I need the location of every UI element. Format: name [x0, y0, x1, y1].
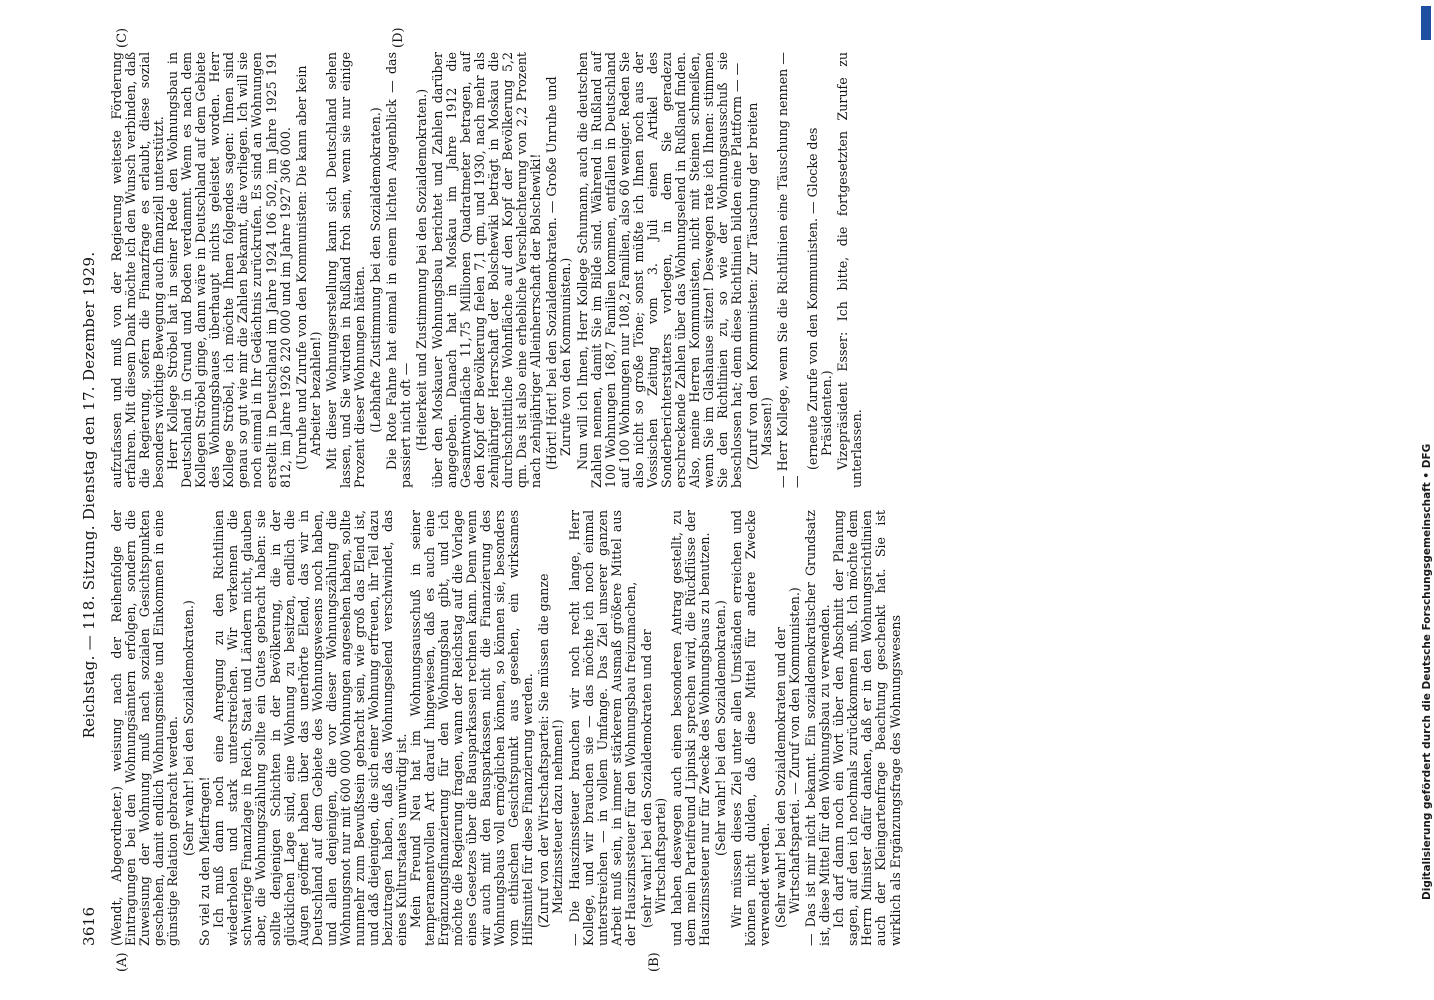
- paragraph: über den Moskauer Wohnungsbau berichtet und Zahlen darüber angegeben. Danach hat in Moskau im Jahre 1912 die Gesamtwohnfläche 11,75 Millionen Quadratmeter betragen, auf den Kopf der Bevölkerung fielen 7,1 qm, und 1930, nach mehr als zehnjähriger Herrschaft der Bolschewiki beträgt in Moskau die durchschnittliche Wohnfläche auf den Kopf der Bevölkerung 5,2 qm. Das ist also eine erhebliche Verschlechterung von 2,2 Prozent nach zehnjähriger Alleinherrschaft der Bolschewiki!: [430, 52, 544, 488]
- paragraph: — Herr Kollege, wenn Sie die Richtlinien eine Täuschung nennen — —: [775, 52, 805, 488]
- page-header: [80, 40, 100, 950]
- paragraph: Herr Kollege Ströbel hat in seiner Rede den Wohnungsbau in Deutschland in Grund und Boden verdammt. Wenn es nach dem Kollegen Ströbel ginge, dann wäre in Deutschland auf dem Gebiete des Wohnungsbaues überhaupt nichts geleistet worden. Herr Kollege Ströbel, ich möchte Ihnen folgendes sagen: Ihnen sind genau so gut wie mir die Zahlen bekannt, die vorliegen. Ich will sie noch einmal in Ihr Gedächtnis zurückrufen. Es sind an Wohnungen erstellt in Deutschland im Jahre 1924 106 502, im Jahre 1925 191 812, im Jahre 1926 220 000 und im Jahre 1927 306 000.: [165, 52, 293, 488]
- paragraph: So viel zu den Mietfragen!: [197, 776, 213, 946]
- margin-marker-d: (D): [391, 27, 406, 48]
- left-column: [109, 510, 903, 972]
- interjection: (Sehr wahr! bei den Sozialdemokraten.): [712, 600, 728, 856]
- document-page: [80, 27, 1355, 972]
- paragraph: aufzufassen und muß von der Regierung weitestе Förderung erfahren. Mit diesem Dank möchte ich den Wunsch verbinden, daß die Regierung, sofern die Finanzfrage es erlaubt, diese sozial besonders wichtige Bewegung auch finanziell unterstützt.: [109, 52, 167, 488]
- right-column: [109, 27, 865, 488]
- paragraph: Mein Freund Neu hat im Wohnungsausschuß in seiner temperamentvollen Art darauf hingewiesen, daß es auch eine Ergänzungsfinanzierung für den Wohnungsbau gibt, und ich möchte die Regierung fragen, wann der Reichstag auf die Vorlage eines Gesetzes über die Bausparkassen rechnen kann. Denn wenn wir auch mit den Bausparkassen nicht die Finanzierung des Wohnungsbaus voll ermöglichen können, so können sie, besonders vom ethischen Gesichtspunkt aus gesehen, ein wirksames Hilfsmittel für diese Finanzierung werden.: [407, 510, 536, 946]
- page-title: Reichstag. — 118. Sitzung. Dienstag den 17. Dezember 1929.: [80, 251, 98, 739]
- interjection: (Zuruf von den Kommunisten: Zur Täuschung der breiten Massen!): [745, 102, 775, 470]
- credit-text: Digitalisierung gefördert durch die Deutsche Forschungsgemeinschaft • DFG: [1421, 443, 1433, 900]
- paragraph: Ich darf dann noch ein Wort über den Abschnitt der Planung sagen, auf den ich nochmals zurückkommen muß. Ich möchte dem Herrn Minister dafür danken, daß er in den Wohnungsrichtlinien auch der Kleingartenfrage Beachtung geschenkt hat. Sie ist wirklich als Ergänzungsfrage des Wohnungswesens: [831, 510, 903, 946]
- interjection: (Sehr wahr! bei den Sozialdemokraten und der Wirtschaftspartei. — Zuruf von den Kommunisten.): [773, 587, 803, 928]
- digitization-credit: [1421, 20, 1431, 910]
- paragraph: Vizepräsident Esser: Ich bitte, die fortgesetzten Zurufe zu unterlassen.: [835, 52, 865, 488]
- interjection: (Sehr wahr! bei den Sozialdemokraten.): [181, 600, 197, 856]
- paragraph: Die Rote Fahne hat einmal in einem lichten Augenblick — das passiert nicht oft —: [383, 52, 413, 488]
- interjection: (Heiterkeit und Zustimmung bei den Sozialdemokraten.): [413, 88, 429, 452]
- margin-marker-b: (B): [647, 952, 662, 972]
- paragraph: Mit dieser Wohnungserstellung kann sich Deutschland sehen lassen, und Sie würden in Rußland froh sein, wenn sie nur einige Prozent dieser Wohnungen hätten.: [323, 52, 367, 488]
- page-number: 3616: [80, 906, 98, 946]
- interjection: (Zuruf von der Wirtschaftspartei: Sie müssen die ganze Mietzinssteuer dazu nehmen!): [536, 573, 566, 928]
- interjection: (Lebhafte Zustimmung bei den Sozialdemokraten.): [367, 107, 383, 433]
- interjection: (Unruhe und Zurufe von den Kommunisten: Die kann aber kein Arbeiter bezahlen!): [293, 65, 323, 470]
- paragraph: und haben deswegen auch einen besonderen Antrag gestellt, zu dem mein Parteifreund Lipinski sprechen wird, die Rückflüsse der Hauszinssteuer nur für Zwecke des Wohnungsbaus zu benutzen.: [668, 510, 712, 946]
- interjection: (Hört! Hört! bei den Sozialdemokraten. — Große Unruhe und Zurufe von den Kommunisten.): [544, 76, 574, 470]
- paragraph: Nun will ich Ihnen, Herr Kollege Schumann, auch die deutschen Zahlen nennen, damit Sie im Bilde sind. Während in Rußland auf 100 Wohnungen 168,7 Familien kommen, entfallen in Deutschland auf 100 Wohnungen nur 108,2 Familien, also 60 weniger. Reden Sie also nicht so große Töne; sonst müßte ich Ihnen noch aus der Vossischen Zeitung vom 3. Juli einen Artikel des Sonderberichterstatters vorlegen, in dem Sie geradezu erschreckende Zahlen über das Wohnungselend in Rußland finden. Also, meine Herren Kommunisten, nicht mit Steinen schmeißen, wenn Sie im Glashause sitzen! Deswegen rate ich Ihnen: stimmen Sie den Richtlinien zu, so wie der Wohnungsausschuß sie beschlossen hat; denn diese Richtlinien bilden eine Plattform — —: [574, 52, 745, 488]
- interjection: (erneute Zurufe von den Kommunisten. — Glocke des Präsidenten.): [805, 127, 835, 470]
- margin-marker-a: (A): [115, 952, 130, 972]
- paragraph: (Wendt, Abgeordneter.) weisung nach der Reihenfolge der Eintragungen bei den Wohnungsämtern erfolgen, sondern die Zuweisung der Wohnung muß nach sozialen Gesichtspunkten geschehen, damit endlich Wohnungsmiete und Einkommen in eine günstige Relation gebracht werden.: [109, 510, 181, 946]
- paragraph: — Die Hauszinssteuer brauchen wir noch recht lange, Herr Kollege, und wir brauchen sie — das möchte ich noch einmal unterstreichen — in vollem Umfange. Das Ziel unserer ganzen Arbeit muß sein, in immer stärkerem Ausmaß größere Mittel aus der Hauszinssteuer für den Wohnungsbau freizumachen,: [566, 510, 638, 946]
- margin-marker-c: (C): [115, 27, 130, 48]
- paragraph: Ich muß dann noch eine Anregung zu den Richtlinien wiederholen und stark unterstreichen. Wir verkennen die schwierige Finanzlage in Reich, Staat und Ländern nicht, glauben aber, die Wohnungszählung sollte ein Gutes gebracht haben: sie sollte denjenigen Schichten in der Bevölkerung, die in der glücklichen Lage sind, eine Wohnung zu besitzen, endlich die Augen geöffnet haben über das unerhörte Elend, das wir in Deutschland auf dem Gebiete des Wohnungswesens noch haben, und allen denjenigen, die vor dieser Wohnungszählung die Wohnungsnot nur mit 600 000 Wohnungen angesehen haben, sollte nunmehr zum Bewußtsein gebracht sein, wie groß das Elend ist, und daß diejenigen, die sich einer Wohnung erfreuen, ihr Teil dazu beizutragen haben, daß das Wohnungselend verschwindet, das eines Kulturstaates unwürdig ist.: [211, 510, 409, 946]
- paragraph: Wir müssen dieses Ziel unter allen Umständen erreichen und können nicht dulden, daß diese Mittel für andere Zwecke verwendet werden.: [729, 510, 773, 946]
- paragraph: — Das ist mir nicht bekannt. Ein sozialdemokratischer Grundsatz ist, diese Mittel für den Wohnungsbau zu verwenden.: [803, 510, 833, 946]
- interjection: (sehr wahr! bei den Sozialdemokraten und der Wirtschaftspartei): [638, 629, 668, 928]
